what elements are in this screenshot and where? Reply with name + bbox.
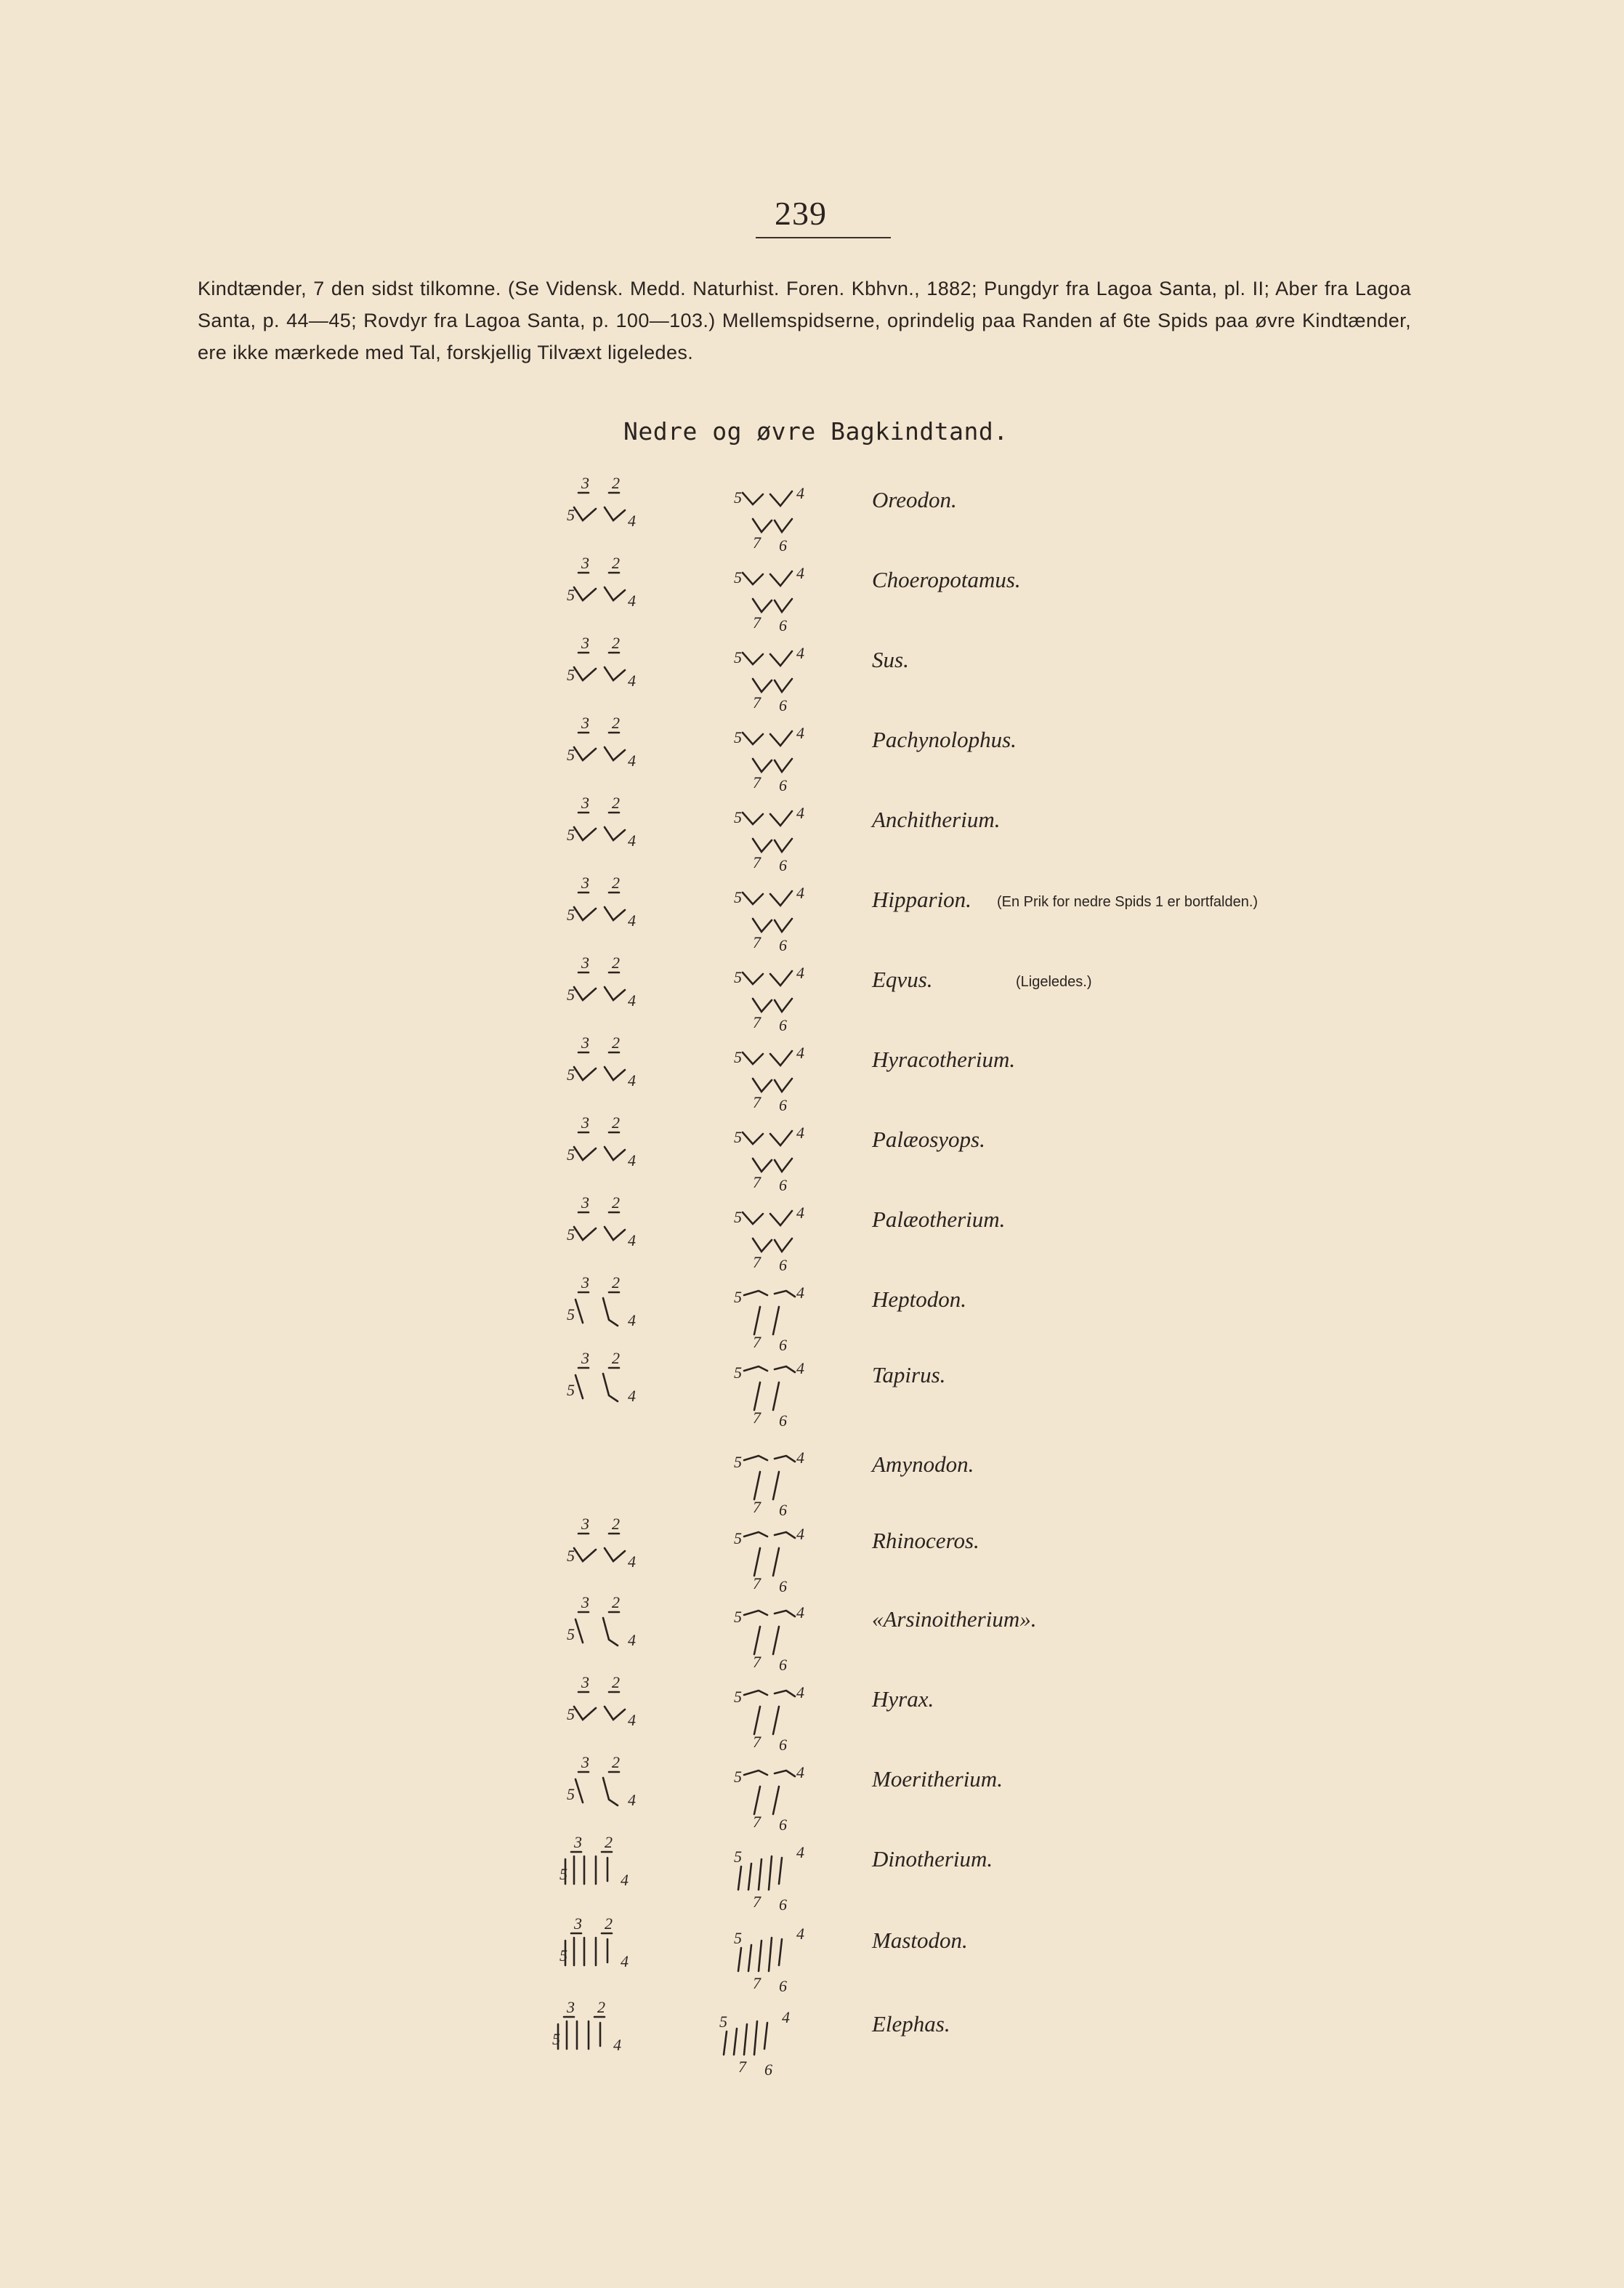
svg-text:6: 6 — [779, 536, 787, 555]
table-row — [0, 634, 1624, 714]
tooth-cusp-icon — [734, 1757, 821, 1837]
svg-text:7: 7 — [738, 2058, 746, 2076]
lower-molar-diagram — [567, 1753, 654, 1837]
svg-text:3: 3 — [581, 954, 589, 972]
genus-name: Sus. — [872, 647, 909, 672]
svg-text:7: 7 — [753, 1333, 761, 1351]
svg-text:6: 6 — [779, 1096, 787, 1114]
lower-molar-diagram — [567, 1113, 654, 1198]
genus-name: Oreodon. — [872, 487, 957, 512]
svg-text:6: 6 — [779, 1411, 787, 1430]
lower-molar-diagram — [567, 1593, 654, 1677]
tooth-cusp-icon — [567, 1273, 654, 1358]
svg-text:5: 5 — [734, 728, 742, 746]
svg-text:5: 5 — [734, 1529, 742, 1547]
svg-text:4: 4 — [796, 1044, 804, 1062]
svg-text:5: 5 — [734, 648, 742, 666]
svg-text:6: 6 — [779, 856, 787, 874]
svg-text:5: 5 — [567, 1225, 575, 1244]
svg-text:5: 5 — [734, 1929, 742, 1947]
upper-molar-diagram — [734, 1443, 821, 1523]
tooth-cusp-icon — [567, 874, 654, 958]
table-row — [0, 1673, 1624, 1754]
table-row — [0, 1113, 1624, 1194]
tooth-cusp-icon — [734, 1198, 821, 1278]
svg-text:4: 4 — [628, 512, 636, 530]
svg-text:4: 4 — [796, 1683, 804, 1701]
genus-name: Dinotherium. — [872, 1846, 993, 1872]
svg-text:3: 3 — [581, 794, 589, 812]
svg-text:5: 5 — [734, 568, 742, 587]
upper-molar-diagram — [734, 958, 821, 1038]
svg-text:5: 5 — [567, 986, 575, 1004]
svg-text:4: 4 — [796, 1925, 804, 1943]
upper-molar-diagram — [734, 1919, 821, 1999]
svg-text:5: 5 — [734, 888, 742, 906]
table-row — [0, 1515, 1624, 1595]
svg-text:4: 4 — [628, 592, 636, 610]
table-row — [0, 1034, 1624, 1114]
svg-text:4: 4 — [782, 2008, 790, 2026]
genus-name: Palæotherium. — [872, 1207, 1006, 1232]
genus-name: Anchitherium. — [872, 807, 1001, 832]
svg-text:3: 3 — [581, 1034, 589, 1052]
upper-molar-diagram — [719, 2002, 807, 2082]
table-row — [0, 1833, 1624, 1914]
row-note: (En Prik for nedre Spids 1 er bortfalden.) — [997, 894, 1259, 910]
svg-text:4: 4 — [796, 1204, 804, 1222]
svg-text:3: 3 — [581, 1113, 589, 1132]
upper-molar-diagram — [734, 1353, 821, 1433]
svg-text:3: 3 — [581, 554, 589, 572]
svg-text:7: 7 — [753, 1253, 761, 1271]
svg-text:4: 4 — [613, 2036, 621, 2054]
upper-molar-diagram — [734, 1118, 821, 1198]
lower-molar-diagram — [567, 1349, 654, 1433]
tooth-cusp-icon — [734, 798, 821, 878]
svg-text:4: 4 — [628, 991, 636, 1010]
svg-text:7: 7 — [753, 1173, 761, 1191]
tooth-cusp-icon — [567, 474, 654, 558]
tooth-cusp-icon — [567, 1113, 654, 1198]
genus-name: Mastodon. — [872, 1928, 968, 1953]
svg-text:4: 4 — [796, 1603, 804, 1622]
svg-text:2: 2 — [612, 634, 620, 652]
upper-molar-diagram — [734, 1677, 821, 1757]
lower-molar-diagram — [567, 714, 654, 798]
svg-text:7: 7 — [753, 1813, 761, 1831]
svg-text:7: 7 — [753, 1409, 761, 1427]
upper-molar-diagram — [734, 1837, 821, 1917]
svg-text:4: 4 — [628, 1791, 636, 1809]
lower-molar-diagram — [567, 634, 654, 718]
svg-text:4: 4 — [628, 1071, 636, 1089]
tooth-cusp-icon — [734, 1837, 821, 1917]
tooth-cusp-icon — [567, 1593, 654, 1677]
tooth-cusp-icon — [559, 1914, 647, 1999]
upper-molar-diagram — [734, 1278, 821, 1358]
genus-name: Eqvus. — [872, 967, 933, 992]
svg-text:5: 5 — [734, 1768, 742, 1786]
svg-text:5: 5 — [734, 1453, 742, 1471]
svg-text:7: 7 — [753, 1093, 761, 1111]
svg-text:7: 7 — [753, 933, 761, 951]
tooth-cusp-icon — [734, 1677, 821, 1757]
svg-text:5: 5 — [734, 968, 742, 986]
svg-text:2: 2 — [612, 874, 620, 892]
svg-text:6: 6 — [779, 1656, 787, 1674]
table-row — [0, 1914, 1624, 1995]
svg-text:5: 5 — [734, 1608, 742, 1626]
svg-text:4: 4 — [796, 1525, 804, 1543]
tooth-cusp-icon — [734, 1278, 821, 1358]
svg-text:4: 4 — [621, 1871, 629, 1889]
svg-text:3: 3 — [581, 634, 589, 652]
svg-text:3: 3 — [581, 474, 589, 492]
svg-text:5: 5 — [734, 1048, 742, 1066]
svg-text:5: 5 — [552, 2030, 560, 2048]
svg-text:5: 5 — [734, 488, 742, 507]
table-row — [0, 954, 1624, 1034]
tooth-cusp-icon — [734, 1519, 821, 1599]
svg-text:4: 4 — [628, 752, 636, 770]
upper-molar-diagram — [734, 638, 821, 718]
table-heading: Nedre og øvre Bagkindtand. — [623, 417, 1009, 446]
svg-text:3: 3 — [581, 874, 589, 892]
svg-text:4: 4 — [796, 1763, 804, 1781]
genus-name: Hyracotherium. — [872, 1047, 1016, 1072]
tooth-cusp-icon — [567, 634, 654, 718]
lower-molar-diagram — [559, 1833, 647, 1917]
svg-text:7: 7 — [753, 1893, 761, 1911]
svg-text:3: 3 — [567, 1998, 575, 2016]
svg-text:4: 4 — [628, 1631, 636, 1649]
svg-text:4: 4 — [796, 484, 804, 502]
svg-text:6: 6 — [779, 1977, 787, 1995]
svg-text:6: 6 — [779, 616, 787, 635]
svg-text:7: 7 — [753, 853, 761, 871]
svg-text:6: 6 — [764, 2061, 772, 2079]
svg-text:7: 7 — [753, 1574, 761, 1592]
svg-text:5: 5 — [567, 906, 575, 924]
svg-text:7: 7 — [753, 773, 761, 791]
tooth-cusp-icon — [567, 1753, 654, 1837]
svg-text:4: 4 — [796, 1843, 804, 1861]
svg-text:7: 7 — [753, 1974, 761, 1992]
svg-text:7: 7 — [753, 1498, 761, 1516]
tooth-cusp-icon — [734, 558, 821, 638]
svg-text:2: 2 — [612, 1349, 620, 1367]
tooth-cusp-icon — [567, 1193, 654, 1278]
svg-text:2: 2 — [612, 714, 620, 732]
lower-molar-diagram — [567, 874, 654, 958]
svg-text:4: 4 — [628, 1387, 636, 1405]
tooth-cusp-icon — [567, 1515, 654, 1599]
svg-text:6: 6 — [779, 936, 787, 954]
lower-molar-diagram — [567, 474, 654, 558]
table-row — [0, 1349, 1624, 1430]
svg-text:5: 5 — [734, 1288, 742, 1306]
lower-molar-diagram — [567, 1034, 654, 1118]
svg-text:5: 5 — [567, 586, 575, 604]
svg-text:5: 5 — [567, 1785, 575, 1803]
svg-text:5: 5 — [734, 808, 742, 826]
genus-name: Elephas. — [872, 2011, 950, 2037]
table-row — [0, 794, 1624, 874]
svg-text:5: 5 — [567, 826, 575, 844]
svg-text:7: 7 — [753, 1013, 761, 1031]
genus-name: Moeritherium. — [872, 1766, 1003, 1792]
tooth-cusp-icon — [734, 478, 821, 558]
svg-text:2: 2 — [597, 1998, 605, 2016]
svg-text:4: 4 — [628, 1711, 636, 1729]
tooth-cusp-icon — [734, 1353, 821, 1433]
upper-molar-diagram — [734, 1757, 821, 1837]
row-note: (Ligeledes.) — [1016, 974, 1092, 990]
svg-text:4: 4 — [796, 884, 804, 902]
tooth-cusp-icon — [734, 638, 821, 718]
tooth-cusp-icon — [734, 878, 821, 958]
lower-molar-diagram — [552, 1998, 639, 2082]
svg-text:5: 5 — [567, 506, 575, 524]
genus-name: Tapirus. — [872, 1362, 946, 1387]
tooth-cusp-icon — [559, 1833, 647, 1917]
table-row — [0, 1998, 1624, 2079]
genus-name: Amynodon. — [872, 1451, 974, 1477]
svg-text:2: 2 — [605, 1833, 613, 1851]
tooth-cusp-icon — [567, 1673, 654, 1757]
svg-text:3: 3 — [581, 1349, 589, 1367]
genus-name: Pachynolophus. — [872, 727, 1017, 752]
genus-name: Heptodon. — [872, 1286, 967, 1312]
svg-text:2: 2 — [612, 1515, 620, 1533]
upper-molar-diagram — [734, 1198, 821, 1278]
lower-molar-diagram — [567, 554, 654, 638]
svg-text:6: 6 — [779, 1896, 787, 1914]
svg-text:7: 7 — [753, 693, 761, 712]
svg-text:3: 3 — [581, 1515, 589, 1533]
tooth-cusp-icon — [567, 954, 654, 1038]
svg-text:2: 2 — [612, 1193, 620, 1212]
svg-text:4: 4 — [796, 1284, 804, 1302]
svg-text:3: 3 — [574, 1833, 582, 1851]
table-row — [0, 1273, 1624, 1354]
svg-text:4: 4 — [796, 644, 804, 662]
upper-molar-diagram — [734, 1038, 821, 1118]
svg-text:4: 4 — [628, 1231, 636, 1249]
tooth-cusp-icon — [567, 1349, 654, 1433]
svg-text:2: 2 — [612, 1273, 620, 1292]
svg-text:5: 5 — [567, 746, 575, 764]
genus-name: Hyrax. — [872, 1686, 934, 1712]
svg-text:5: 5 — [567, 666, 575, 684]
lower-molar-diagram — [567, 1193, 654, 1278]
table-row — [0, 714, 1624, 794]
tooth-cusp-icon — [567, 1034, 654, 1118]
table-row — [0, 554, 1624, 635]
svg-text:3: 3 — [581, 1673, 589, 1691]
svg-text:3: 3 — [574, 1914, 582, 1933]
tooth-cusp-icon — [567, 714, 654, 798]
tooth-cusp-icon — [734, 1919, 821, 1999]
genus-name: Hipparion. — [872, 887, 971, 912]
svg-text:2: 2 — [612, 1753, 620, 1771]
genus-name: Palæosyops. — [872, 1127, 985, 1152]
svg-text:5: 5 — [734, 1688, 742, 1706]
svg-text:7: 7 — [753, 1653, 761, 1671]
svg-text:6: 6 — [779, 696, 787, 714]
lower-molar-diagram — [567, 1515, 654, 1599]
svg-text:3: 3 — [581, 1193, 589, 1212]
svg-text:6: 6 — [779, 1176, 787, 1194]
svg-text:3: 3 — [581, 1753, 589, 1771]
upper-molar-diagram — [734, 878, 821, 958]
svg-text:2: 2 — [612, 1673, 620, 1691]
svg-text:2: 2 — [612, 554, 620, 572]
svg-text:5: 5 — [734, 1363, 742, 1382]
tooth-cusp-icon — [734, 718, 821, 798]
lower-molar-diagram — [567, 954, 654, 1038]
svg-text:7: 7 — [753, 613, 761, 632]
svg-text:7: 7 — [753, 1733, 761, 1751]
svg-text:4: 4 — [628, 1151, 636, 1169]
lower-molar-diagram — [567, 794, 654, 878]
svg-text:5: 5 — [567, 1066, 575, 1084]
svg-text:4: 4 — [796, 1449, 804, 1467]
svg-text:4: 4 — [796, 564, 804, 582]
table-row — [0, 874, 1624, 954]
intro-paragraph: Kindtænder, 7 den sidst tilkomne. (Se Vidensk. Medd. Naturhist. Foren. Kbhvn., 1882; Pungdyr fra Lagoa Santa, pl. II; Aber fra Lagoa Santa, p. 44—45; Rovdyr fra Lagoa Santa, p. 100—103.) Mellemspidserne, oprindelig paa Randen af 6te Spids paa øvre Kindtænder, ere ikke mærkede med Tal, forskjellig Tilvæxt ligeledes. — [198, 278, 1411, 363]
svg-text:4: 4 — [796, 1359, 804, 1377]
svg-text:5: 5 — [719, 2013, 727, 2031]
svg-text:2: 2 — [612, 474, 620, 492]
genus-name: «Arsinoitherium». — [872, 1606, 1037, 1632]
svg-text:5: 5 — [567, 1305, 575, 1324]
svg-text:6: 6 — [779, 1501, 787, 1519]
svg-text:2: 2 — [605, 1914, 613, 1933]
svg-text:4: 4 — [628, 911, 636, 930]
svg-text:5: 5 — [559, 1946, 567, 1965]
tooth-cusp-icon — [734, 1598, 821, 1677]
svg-text:5: 5 — [567, 1381, 575, 1399]
svg-text:4: 4 — [628, 672, 636, 690]
tooth-cusp-icon — [734, 1443, 821, 1523]
svg-text:6: 6 — [779, 1016, 787, 1034]
svg-text:3: 3 — [581, 1593, 589, 1611]
tooth-cusp-icon — [734, 1038, 821, 1118]
svg-text:6: 6 — [779, 1336, 787, 1354]
page-number: 239 — [756, 190, 891, 238]
svg-text:5: 5 — [734, 1848, 742, 1866]
svg-text:2: 2 — [612, 1034, 620, 1052]
svg-text:4: 4 — [796, 724, 804, 742]
svg-text:2: 2 — [612, 954, 620, 972]
upper-molar-diagram — [734, 478, 821, 558]
upper-molar-diagram — [734, 1598, 821, 1677]
genus-name: Rhinoceros. — [872, 1528, 979, 1553]
svg-text:4: 4 — [628, 1311, 636, 1329]
lower-molar-diagram — [567, 1673, 654, 1757]
svg-text:6: 6 — [779, 1736, 787, 1754]
svg-text:5: 5 — [567, 1625, 575, 1643]
upper-molar-diagram — [734, 798, 821, 878]
svg-text:4: 4 — [796, 804, 804, 822]
table-row — [0, 474, 1624, 555]
svg-text:6: 6 — [779, 1816, 787, 1834]
table-row — [0, 1193, 1624, 1274]
genus-name: Choeropotamus. — [872, 567, 1021, 592]
svg-text:5: 5 — [734, 1128, 742, 1146]
tooth-cusp-icon — [567, 794, 654, 878]
upper-molar-diagram — [734, 558, 821, 638]
svg-text:2: 2 — [612, 1113, 620, 1132]
svg-text:5: 5 — [734, 1208, 742, 1226]
svg-text:4: 4 — [796, 1124, 804, 1142]
upper-molar-diagram — [734, 718, 821, 798]
svg-text:4: 4 — [628, 1552, 636, 1571]
upper-molar-diagram — [734, 1519, 821, 1599]
lower-molar-diagram — [559, 1914, 647, 1999]
svg-text:2: 2 — [612, 1593, 620, 1611]
svg-text:4: 4 — [796, 964, 804, 982]
tooth-cusp-icon — [734, 958, 821, 1038]
tooth-cusp-icon — [552, 1998, 639, 2082]
tooth-cusp-icon — [719, 2002, 807, 2082]
lower-molar-diagram — [567, 1273, 654, 1358]
svg-text:5: 5 — [559, 1865, 567, 1883]
svg-text:6: 6 — [779, 1577, 787, 1595]
svg-text:3: 3 — [581, 1273, 589, 1292]
table-row — [0, 1593, 1624, 1674]
svg-text:5: 5 — [567, 1705, 575, 1723]
tooth-cusp-icon — [567, 554, 654, 638]
svg-text:2: 2 — [612, 794, 620, 812]
svg-text:3: 3 — [581, 714, 589, 732]
svg-text:7: 7 — [753, 533, 761, 552]
svg-text:5: 5 — [567, 1547, 575, 1565]
tooth-cusp-icon — [734, 1118, 821, 1198]
table-row — [0, 1443, 1624, 1519]
svg-text:5: 5 — [567, 1145, 575, 1164]
svg-text:4: 4 — [621, 1952, 629, 1970]
svg-text:4: 4 — [628, 831, 636, 850]
table-row — [0, 1753, 1624, 1834]
svg-text:6: 6 — [779, 1256, 787, 1274]
svg-text:6: 6 — [779, 776, 787, 794]
